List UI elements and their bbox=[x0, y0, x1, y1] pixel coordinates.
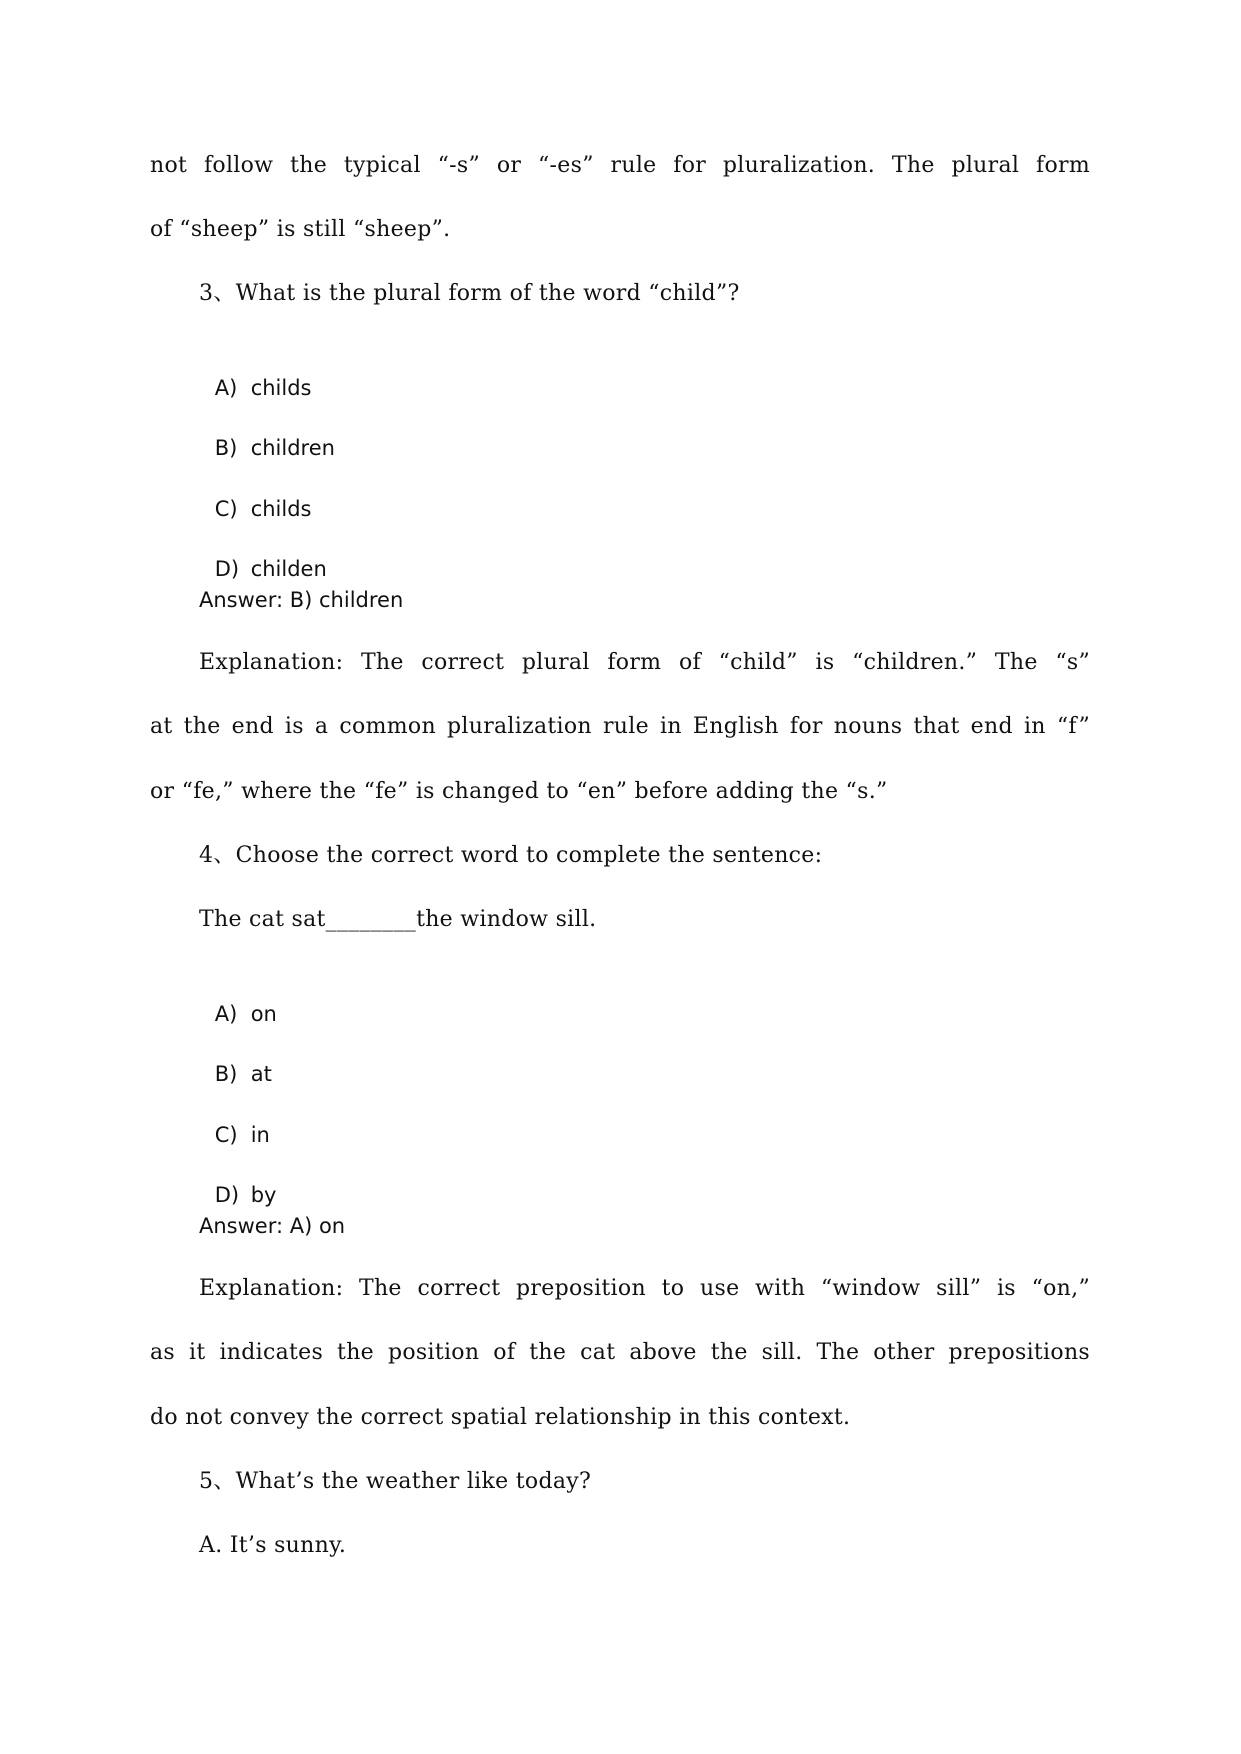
option-text: childen bbox=[250, 557, 327, 581]
option-text: childs bbox=[250, 376, 312, 400]
question-3: 3、What is the plural form of the word “child”? bbox=[199, 281, 740, 306]
option-text: childs bbox=[250, 497, 312, 521]
q4-sentence: The cat sat________the window sill. bbox=[199, 907, 597, 932]
continuation-line-1: not follow the typical “-s” or “-es” rule for pluralization. The plural form bbox=[150, 153, 1090, 178]
question-4: 4、Choose the correct word to complete the sentence: bbox=[199, 843, 823, 868]
option-letter: B) bbox=[214, 436, 238, 460]
continuation-line-2: of “sheep” is still “sheep”. bbox=[150, 217, 451, 242]
option-text: children bbox=[250, 436, 335, 460]
q5-option-a: A. It’s sunny. bbox=[199, 1533, 347, 1558]
q4-explanation-line-1: Explanation: The correct preposition to use with “window sill” is “on,” bbox=[199, 1276, 1090, 1301]
option-letter: B) bbox=[214, 1062, 238, 1086]
option-text: at bbox=[250, 1062, 272, 1086]
option-text: by bbox=[250, 1183, 277, 1207]
option-letter: D) bbox=[214, 1183, 240, 1207]
q3-explanation-line-1: Explanation: The correct plural form of “child” is “children.” The “s” bbox=[199, 650, 1090, 675]
q4-answer: Answer: A) on bbox=[199, 1214, 346, 1238]
option-letter: D) bbox=[214, 557, 240, 581]
option-text: in bbox=[250, 1123, 270, 1147]
option-text: on bbox=[250, 1002, 277, 1026]
q4-explanation-line-3: do not convey the correct spatial relationship in this context. bbox=[150, 1405, 851, 1430]
q3-explanation-line-3: or “fe,” where the “fe” is changed to “en” before adding the “s.” bbox=[150, 779, 888, 804]
q3-answer: Answer: B) children bbox=[199, 588, 404, 612]
question-5: 5、What’s the weather like today? bbox=[199, 1469, 592, 1494]
option-letter: A) bbox=[214, 376, 238, 400]
q4-explanation-line-2: as it indicates the position of the cat above the sill. The other prepositions bbox=[150, 1340, 1090, 1365]
option-letter: C) bbox=[214, 1123, 238, 1147]
option-letter: C) bbox=[214, 497, 238, 521]
q3-explanation-line-2: at the end is a common pluralization rule in English for nouns that end in “f” bbox=[150, 714, 1090, 739]
option-letter: A) bbox=[214, 1002, 238, 1026]
